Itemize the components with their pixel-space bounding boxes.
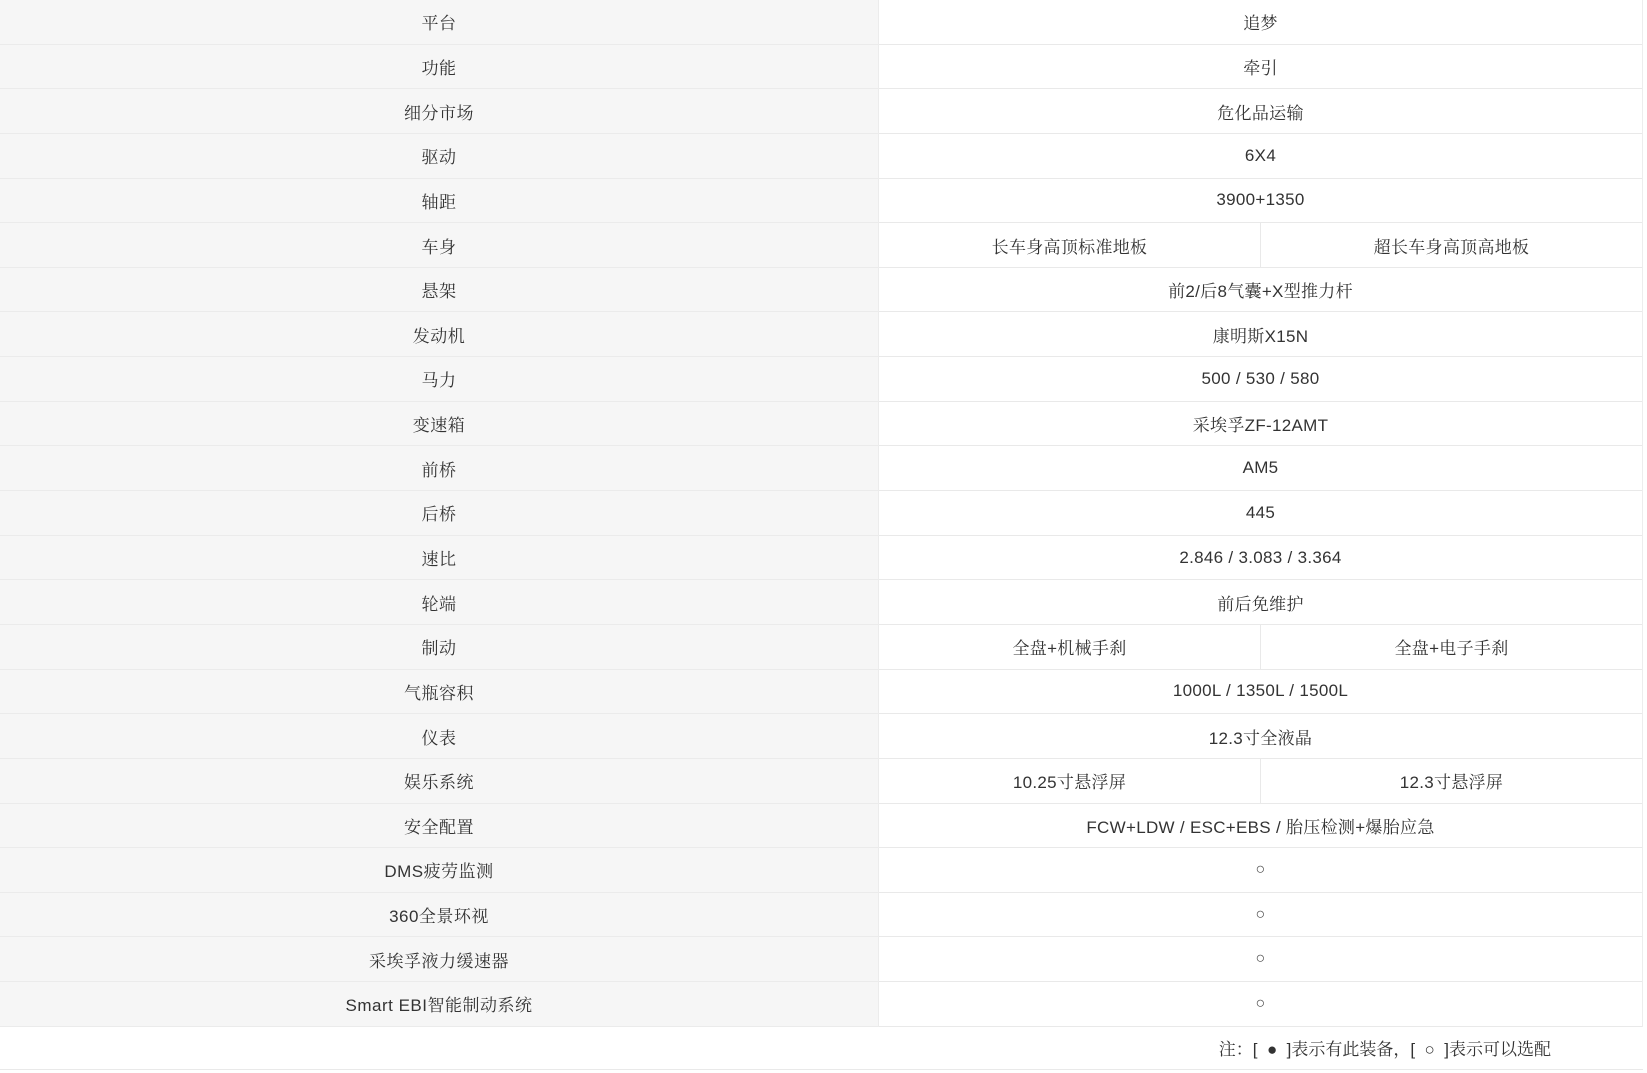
spec-label: 后桥 xyxy=(0,491,878,536)
spec-value: 追梦 xyxy=(879,0,1642,45)
spec-values xyxy=(878,89,1642,134)
spec-value: 全盘+电子手刹 xyxy=(1260,625,1642,670)
spec-values xyxy=(878,759,1642,804)
spec-value: 12.3寸全液晶 xyxy=(879,714,1642,759)
spec-label: 车身 xyxy=(0,223,878,268)
spec-row xyxy=(0,45,1642,90)
spec-value: 危化品运输 xyxy=(879,89,1642,134)
spec-label: 悬架 xyxy=(0,268,878,313)
spec-value: 前2/后8气囊+X型推力杆 xyxy=(879,268,1642,313)
spec-label: 采埃孚液力缓速器 xyxy=(0,937,878,982)
spec-row xyxy=(0,893,1642,938)
spec-values xyxy=(878,223,1642,268)
spec-row xyxy=(0,89,1642,134)
spec-row xyxy=(0,446,1642,491)
spec-values xyxy=(878,893,1642,938)
spec-value: 采埃孚ZF-12AMT xyxy=(879,402,1642,447)
spec-values xyxy=(878,402,1642,447)
spec-values xyxy=(878,982,1642,1027)
spec-value: AM5 xyxy=(879,446,1642,491)
spec-label: 安全配置 xyxy=(0,804,878,849)
spec-label: 仪表 xyxy=(0,714,878,759)
spec-values xyxy=(878,804,1642,849)
spec-values xyxy=(878,312,1642,357)
spec-label: 气瓶容积 xyxy=(0,670,878,715)
spec-row xyxy=(0,759,1642,804)
spec-value: 6X4 xyxy=(879,134,1642,179)
optional-mark-icon: ○ xyxy=(879,937,1642,982)
spec-value: 2.846 / 3.083 / 3.364 xyxy=(879,536,1642,581)
spec-label: 娱乐系统 xyxy=(0,759,878,804)
spec-values xyxy=(878,357,1642,402)
spec-value: 牵引 xyxy=(879,45,1642,90)
spec-value: 3900+1350 xyxy=(879,179,1642,224)
spec-row xyxy=(0,804,1642,849)
spec-row xyxy=(0,625,1642,670)
spec-values xyxy=(878,714,1642,759)
spec-label: 变速箱 xyxy=(0,402,878,447)
spec-values xyxy=(878,179,1642,224)
spec-label: 轮端 xyxy=(0,580,878,625)
spec-values xyxy=(878,625,1642,670)
optional-mark-icon: ○ xyxy=(879,848,1642,893)
spec-label: 发动机 xyxy=(0,312,878,357)
spec-row xyxy=(0,982,1642,1027)
spec-values xyxy=(878,0,1642,45)
spec-values xyxy=(878,536,1642,581)
spec-value: 长车身高顶标准地板 xyxy=(879,223,1260,268)
spec-values xyxy=(878,134,1642,179)
optional-mark-icon: ○ xyxy=(879,982,1642,1027)
spec-value: 超长车身高顶高地板 xyxy=(1260,223,1642,268)
spec-row xyxy=(0,357,1642,402)
spec-label: 马力 xyxy=(0,357,878,402)
spec-row xyxy=(0,312,1642,357)
spec-values xyxy=(878,446,1642,491)
spec-label: 细分市场 xyxy=(0,89,878,134)
spec-row xyxy=(0,268,1642,313)
spec-label: 轴距 xyxy=(0,179,878,224)
spec-row xyxy=(0,0,1642,45)
spec-row xyxy=(0,536,1642,581)
spec-row xyxy=(0,937,1642,982)
spec-row xyxy=(0,580,1642,625)
spec-row xyxy=(0,714,1642,759)
spec-label: 制动 xyxy=(0,625,878,670)
spec-value: 12.3寸悬浮屏 xyxy=(1260,759,1642,804)
spec-values xyxy=(878,580,1642,625)
optional-mark-icon: ○ xyxy=(879,893,1642,938)
spec-value: 前后免维护 xyxy=(879,580,1642,625)
spec-value: 500 / 530 / 580 xyxy=(879,357,1642,402)
spec-value: 445 xyxy=(879,491,1642,536)
spec-label: 平台 xyxy=(0,0,878,45)
spec-row xyxy=(0,179,1642,224)
note-row xyxy=(0,1027,1643,1070)
spec-row xyxy=(0,848,1642,893)
spec-row xyxy=(0,223,1642,268)
spec-values xyxy=(878,268,1642,313)
spec-values xyxy=(878,45,1642,90)
spec-values xyxy=(878,670,1642,715)
spec-label: 驱动 xyxy=(0,134,878,179)
spec-label: 前桥 xyxy=(0,446,878,491)
spec-values xyxy=(878,848,1642,893)
spec-row xyxy=(0,491,1642,536)
spec-values xyxy=(878,491,1642,536)
spec-value: 全盘+机械手刹 xyxy=(879,625,1260,670)
spec-value: FCW+LDW / ESC+EBS / 胎压检测+爆胎应急 xyxy=(879,804,1642,849)
spec-label: 速比 xyxy=(0,536,878,581)
spec-label: DMS疲劳监测 xyxy=(0,848,878,893)
spec-value: 1000L / 1350L / 1500L xyxy=(879,670,1642,715)
spec-row xyxy=(0,402,1642,447)
note-text: 注：[ ● ]表示有此装备，[ ○ ]表示可以选配 xyxy=(1218,1040,1551,1060)
spec-values xyxy=(878,937,1642,982)
spec-value: 康明斯X15N xyxy=(879,312,1642,357)
spec-label: 功能 xyxy=(0,45,878,90)
spec-row xyxy=(0,134,1642,179)
spec-label: 360全景环视 xyxy=(0,893,878,938)
spec-value: 10.25寸悬浮屏 xyxy=(879,759,1260,804)
spec-row xyxy=(0,670,1642,715)
spec-label: Smart EBI智能制动系统 xyxy=(0,982,878,1027)
